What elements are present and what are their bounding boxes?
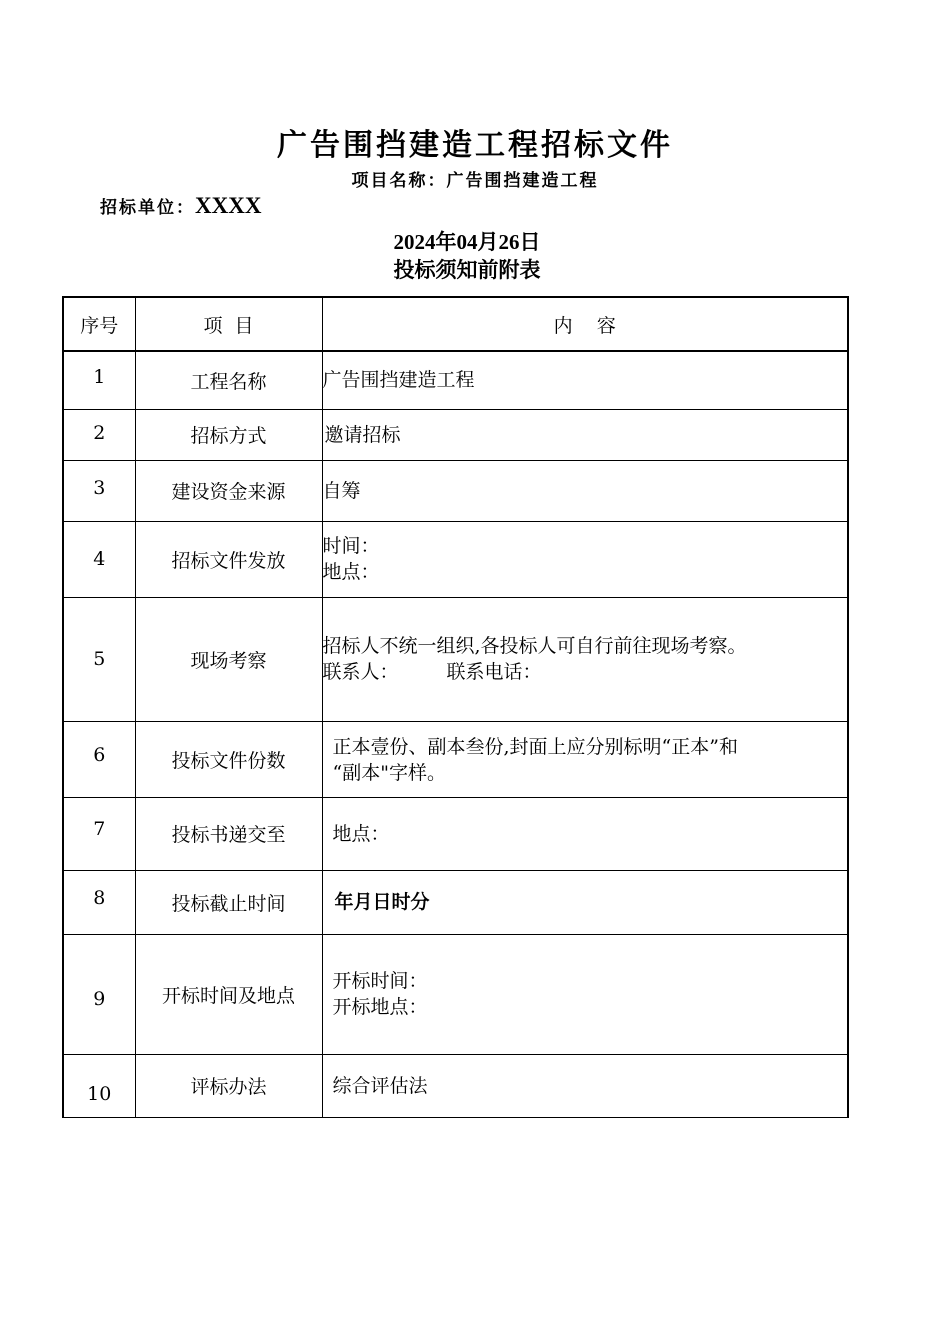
row-item: 投标书递交至 <box>135 797 322 870</box>
tender-notice-table <box>62 296 849 1118</box>
row-content <box>322 797 848 870</box>
header-content: 内 容 <box>322 297 848 351</box>
row-content <box>322 721 848 797</box>
row-no: 8 <box>63 870 135 934</box>
content-line: 开标时间： <box>332 970 428 992</box>
table-title: 投标须知前附表 <box>393 258 541 282</box>
content-line: 正本壹份、副本叁份,封面上应分别标明“正本”和 <box>332 735 738 758</box>
row-item: 现场考察 <box>135 597 322 721</box>
table-row <box>63 870 848 934</box>
content-line: 年月日时分 <box>334 891 430 913</box>
content-line: 广告围挡建造工程 <box>322 369 475 392</box>
row-no: 3 <box>63 460 135 521</box>
header-no: 序号 <box>63 297 135 351</box>
content-line: 综合评估法 <box>332 1074 428 1097</box>
content-line: 时间： <box>322 535 380 557</box>
content-line: 邀请招标 <box>324 423 401 446</box>
contact-phone-label: 联系电话： <box>446 661 542 683</box>
content-line: 招标人不统一组织,各投标人可自行前往现场考察。 <box>322 635 747 657</box>
table-row <box>63 460 848 521</box>
row-content <box>322 409 848 460</box>
tender-unit-value: XXXX <box>195 193 262 218</box>
document-date: 2024年04月26日 <box>393 230 541 254</box>
table-row <box>63 721 848 797</box>
row-item: 投标截止时间 <box>135 870 322 934</box>
row-no: 6 <box>63 721 135 797</box>
table-row <box>63 521 848 597</box>
row-item: 开标时间及地点 <box>135 934 322 1054</box>
row-content <box>322 597 848 721</box>
row-no: 5 <box>63 597 135 721</box>
document-title: 广告围挡建造工程招标文件 <box>277 128 673 163</box>
row-content <box>322 934 848 1054</box>
row-item: 招标文件发放 <box>135 521 322 597</box>
content-line: 地点： <box>332 822 390 845</box>
row-content <box>322 351 848 409</box>
table-header-row <box>63 297 848 351</box>
content-line: “副本"字样。 <box>332 761 446 784</box>
table-row <box>63 1054 848 1117</box>
row-no: 2 <box>63 409 135 460</box>
row-no: 4 <box>63 521 135 597</box>
content-line: 开标地点： <box>332 996 428 1018</box>
project-name-line: 项目名称：广告围挡建造工程 <box>351 171 599 191</box>
row-item: 投标文件份数 <box>135 721 322 797</box>
row-no: 10 <box>63 1054 135 1117</box>
row-content <box>322 460 848 521</box>
table-row <box>63 351 848 409</box>
tender-unit-label: 招标单位： <box>100 198 195 218</box>
row-content <box>322 870 848 934</box>
row-content <box>322 521 848 597</box>
table-row <box>63 597 848 721</box>
content-line: 地点： <box>322 561 380 583</box>
row-item: 建设资金来源 <box>135 460 322 521</box>
row-content <box>322 1054 848 1117</box>
table-row <box>63 409 848 460</box>
contact-person-label: 联系人： <box>322 661 399 683</box>
content-line <box>323 659 848 685</box>
table-row <box>63 934 848 1054</box>
row-no: 1 <box>63 351 135 409</box>
row-no: 7 <box>63 797 135 870</box>
content-line: 自筹 <box>322 479 361 502</box>
header-item: 项 目 <box>135 297 322 351</box>
row-item: 招标方式 <box>135 409 322 460</box>
row-no: 9 <box>63 934 135 1054</box>
row-item: 评标办法 <box>135 1054 322 1117</box>
table-row <box>63 797 848 870</box>
tender-unit-line <box>100 193 261 219</box>
row-item: 工程名称 <box>135 351 322 409</box>
